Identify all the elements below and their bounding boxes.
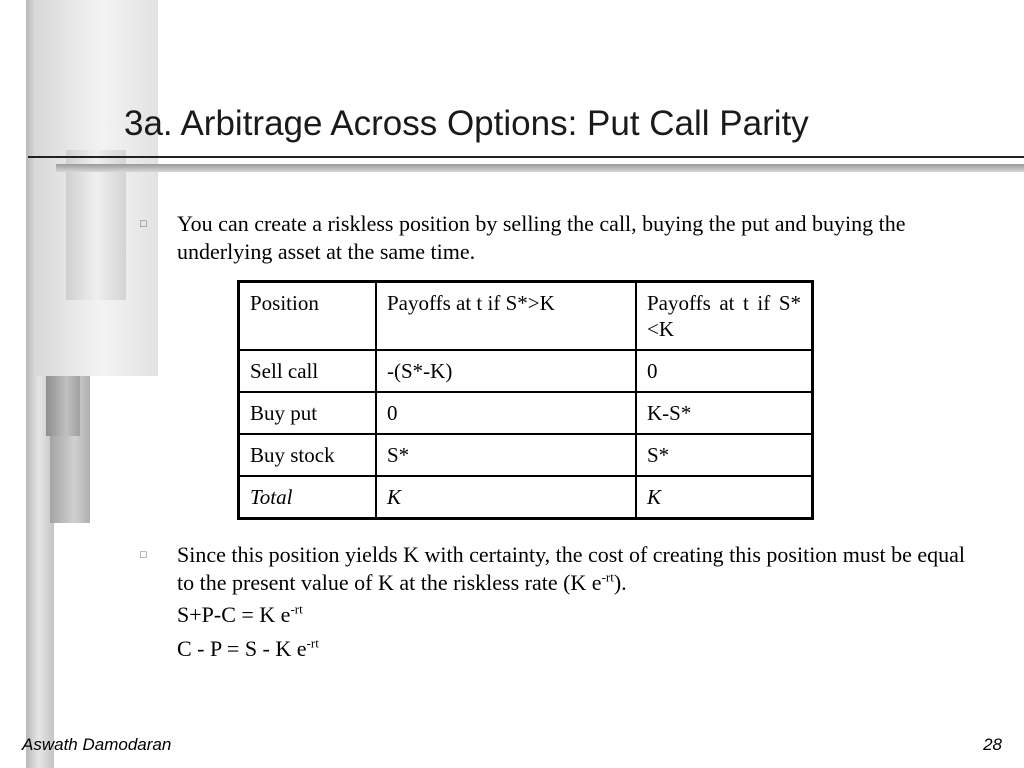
table-header-cell: Position xyxy=(239,282,377,351)
table-row xyxy=(239,350,813,392)
table-cell: Buy put xyxy=(239,392,377,434)
payoff-table xyxy=(237,280,814,520)
exponent: -rt xyxy=(601,569,614,585)
bullet-text-2-main: Since this position yields K with certainty, the cost of creating this position must be equal to the present value of K at the riskless rate (K e xyxy=(177,542,966,595)
equation-1-main: S+P-C = K e xyxy=(177,602,291,627)
equation-2 xyxy=(177,636,319,662)
table-cell: 0 xyxy=(636,350,813,392)
exponent: -rt xyxy=(306,635,319,651)
table-cell: 0 xyxy=(376,392,636,434)
table-cell: K xyxy=(376,476,636,519)
equation-2-main: C - P = S - K e xyxy=(177,636,307,661)
title-rule xyxy=(28,156,1024,158)
equation-1 xyxy=(177,602,303,628)
table-cell: K xyxy=(636,476,813,519)
table-row xyxy=(239,392,813,434)
table-cell: -(S*-K) xyxy=(376,350,636,392)
title-rule-shadow xyxy=(56,164,1024,172)
table-cell: S* xyxy=(376,434,636,476)
table-cell: K-S* xyxy=(636,392,813,434)
slide-title: 3a. Arbitrage Across Options: Put Call Parity xyxy=(124,104,809,143)
table-row xyxy=(239,434,813,476)
table-total-row xyxy=(239,476,813,519)
table-cell: Buy stock xyxy=(239,434,377,476)
bullet-text-2-end: ). xyxy=(613,570,627,595)
table-header-cell: Payoffs at t if S*<K xyxy=(636,282,813,351)
decorative-bar xyxy=(66,150,126,300)
decorative-bar xyxy=(46,376,80,436)
table-cell: S* xyxy=(636,434,813,476)
bullet-text-2 xyxy=(177,541,977,597)
table-cell: Total xyxy=(239,476,377,519)
exponent: -rt xyxy=(290,601,303,617)
table-header-cell: Payoffs at t if S*>K xyxy=(376,282,636,351)
bullet-text-1: You can create a riskless position by selling the call, buying the put and buying the underlying asset at the same time. xyxy=(177,211,906,264)
table-header-row xyxy=(239,282,813,351)
page-number: 28 xyxy=(983,735,1002,754)
square-bullet-icon: □ xyxy=(140,218,147,230)
table-cell: Sell call xyxy=(239,350,377,392)
footer-author: Aswath Damodaran xyxy=(22,735,172,754)
square-bullet-icon: □ xyxy=(140,549,147,561)
